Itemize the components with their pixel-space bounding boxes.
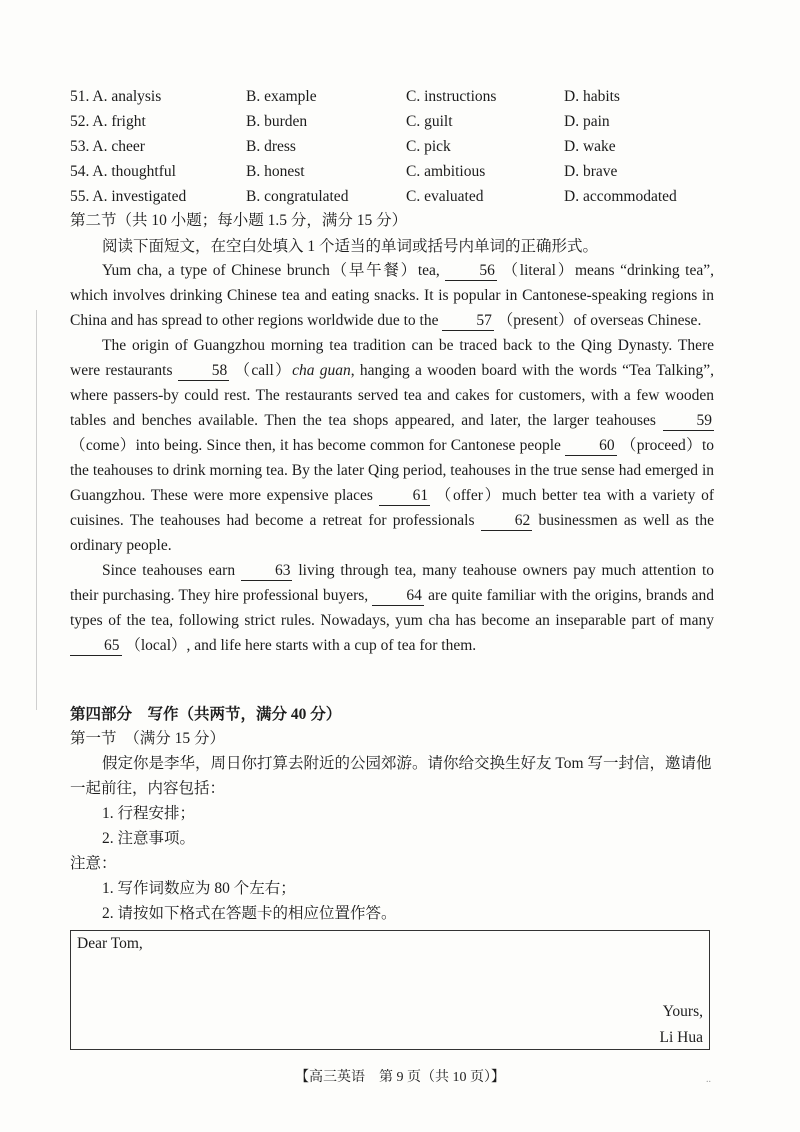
writing-section bbox=[70, 726, 720, 926]
option-c: C. ambitious bbox=[406, 163, 486, 180]
text: （local）, and life here starts with a cup of tea for them. bbox=[125, 637, 477, 654]
prompt-item-2: 2. 注意事项。 bbox=[102, 830, 196, 847]
text: The origin of Guangzhou morning tea tradition can be traced back to the Qing Dynasty. There were restaurants bbox=[70, 337, 714, 379]
option-c: C. instructions bbox=[406, 88, 497, 105]
prompt-item-1: 1. 行程安排； bbox=[102, 805, 196, 822]
option-b: B. congratulated bbox=[246, 188, 349, 205]
option-a: 54. A. thoughtful bbox=[70, 163, 176, 180]
writing-prompt: 假定你是李华，周日你打算去附近的公园郊游。请你给交换生好友 Tom 写一封信，邀请他一起前往，内容包括： bbox=[70, 755, 712, 797]
blank-65[interactable]: 65 bbox=[70, 637, 122, 656]
option-b: B. dress bbox=[246, 138, 296, 155]
text: （present）of overseas Chinese. bbox=[497, 312, 702, 329]
italic-term: cha guan bbox=[292, 362, 351, 379]
corner-mark: .. bbox=[706, 1074, 711, 1085]
reading-passage bbox=[70, 258, 714, 658]
note-label: 注意： bbox=[70, 855, 117, 872]
option-a: 53. A. cheer bbox=[70, 138, 145, 155]
option-d: D. accommodated bbox=[564, 188, 677, 205]
blank-64[interactable]: 64 bbox=[372, 587, 424, 606]
option-c: C. guilt bbox=[406, 113, 453, 130]
option-row-52 bbox=[70, 109, 750, 134]
margin-line bbox=[36, 310, 37, 710]
paragraph-2 bbox=[70, 333, 714, 558]
option-d: D. habits bbox=[564, 88, 620, 105]
text: are quite familiar with the origins, brands and types of the tea, following strict rules. Nowadays, yum cha has become an inseparable part of many bbox=[70, 587, 714, 629]
section1-heading: 第一节 （满分 15 分） bbox=[70, 730, 226, 747]
text: （offer）much better tea with a variety of cuisines. The teahouses had become a retreat for professionals bbox=[70, 487, 714, 529]
text: （literal）means “drinking tea”, which involves drinking Chinese tea and eating snacks. It is popular in Cantonese-speaking regions in China and has spread to other regions worldwide due to the bbox=[70, 262, 715, 329]
note-2: 2. 请按如下格式在答题卡的相应位置作答。 bbox=[102, 905, 397, 922]
letter-closing: Yours, bbox=[662, 1003, 703, 1020]
text: （proceed）to the teahouses to drink morning tea. By the later Qing period, teahouses in the true sense had emerged in Guangzhou. These were more expensive places bbox=[70, 437, 715, 504]
note-1: 1. 写作词数应为 80 个左右； bbox=[102, 880, 296, 897]
letter-signature: Li Hua bbox=[659, 1029, 703, 1046]
text: businessmen as well as the ordinary people. bbox=[70, 512, 714, 554]
blank-56[interactable]: 56 bbox=[445, 262, 497, 281]
text: （come）into being. Since then, it has become common for Cantonese people bbox=[70, 437, 561, 454]
section2-heading: 第二节（共 10 小题；每小题 1.5 分，满分 15 分） bbox=[70, 212, 408, 229]
option-a: 51. A. analysis bbox=[70, 88, 162, 105]
option-b: B. example bbox=[246, 88, 317, 105]
text: Since teahouses earn bbox=[102, 562, 236, 579]
blank-62[interactable]: 62 bbox=[481, 512, 533, 531]
part4-heading bbox=[70, 704, 730, 726]
text: Yum cha, a type of Chinese brunch（早午餐）tea, bbox=[102, 262, 440, 279]
option-d: D. pain bbox=[564, 113, 610, 130]
part4-heading-text: 第四部分 写作（共两节，满分 40 分） bbox=[70, 706, 342, 723]
paragraph-3 bbox=[70, 558, 714, 658]
page-footer: 【高三英语 第 9 页（共 10 页）】 bbox=[295, 1070, 505, 1085]
blank-57[interactable]: 57 bbox=[442, 312, 494, 331]
option-c: C. pick bbox=[406, 138, 451, 155]
blank-58[interactable]: 58 bbox=[178, 362, 230, 381]
options-table bbox=[70, 84, 750, 209]
blank-63[interactable]: 63 bbox=[241, 562, 293, 581]
paragraph-1 bbox=[70, 258, 714, 333]
blank-60[interactable]: 60 bbox=[565, 437, 617, 456]
text: living through tea, many teahouse owners pay much attention to their purchasing. They hire professional buyers, bbox=[70, 562, 715, 604]
option-b: B. burden bbox=[246, 113, 308, 130]
option-a: 55. A. investigated bbox=[70, 188, 187, 205]
blank-59[interactable]: 59 bbox=[663, 412, 715, 431]
section2-instruction: 阅读下面短文，在空白处填入 1 个适当的单词或括号内单词的正确形式。 bbox=[102, 238, 599, 255]
option-row-55 bbox=[70, 184, 750, 209]
option-c: C. evaluated bbox=[406, 188, 484, 205]
text: , hanging a wooden board with the words “Tea Talking”, where passers-by could rest. The restaurants served tea and cakes for customers, with a few wooden tables and benches available. Then the tea shops appeared, and later, the larger teahouses bbox=[70, 362, 715, 429]
letter-answer-box[interactable] bbox=[70, 930, 710, 1050]
option-d: D. wake bbox=[564, 138, 616, 155]
letter-greeting: Dear Tom, bbox=[77, 935, 143, 952]
blank-61[interactable]: 61 bbox=[379, 487, 431, 506]
option-row-53 bbox=[70, 134, 750, 159]
option-a: 52. A. fright bbox=[70, 113, 146, 130]
option-b: B. honest bbox=[246, 163, 305, 180]
option-row-54 bbox=[70, 159, 750, 184]
option-d: D. brave bbox=[564, 163, 618, 180]
option-row-51 bbox=[70, 84, 750, 109]
text: （call） bbox=[234, 362, 293, 379]
